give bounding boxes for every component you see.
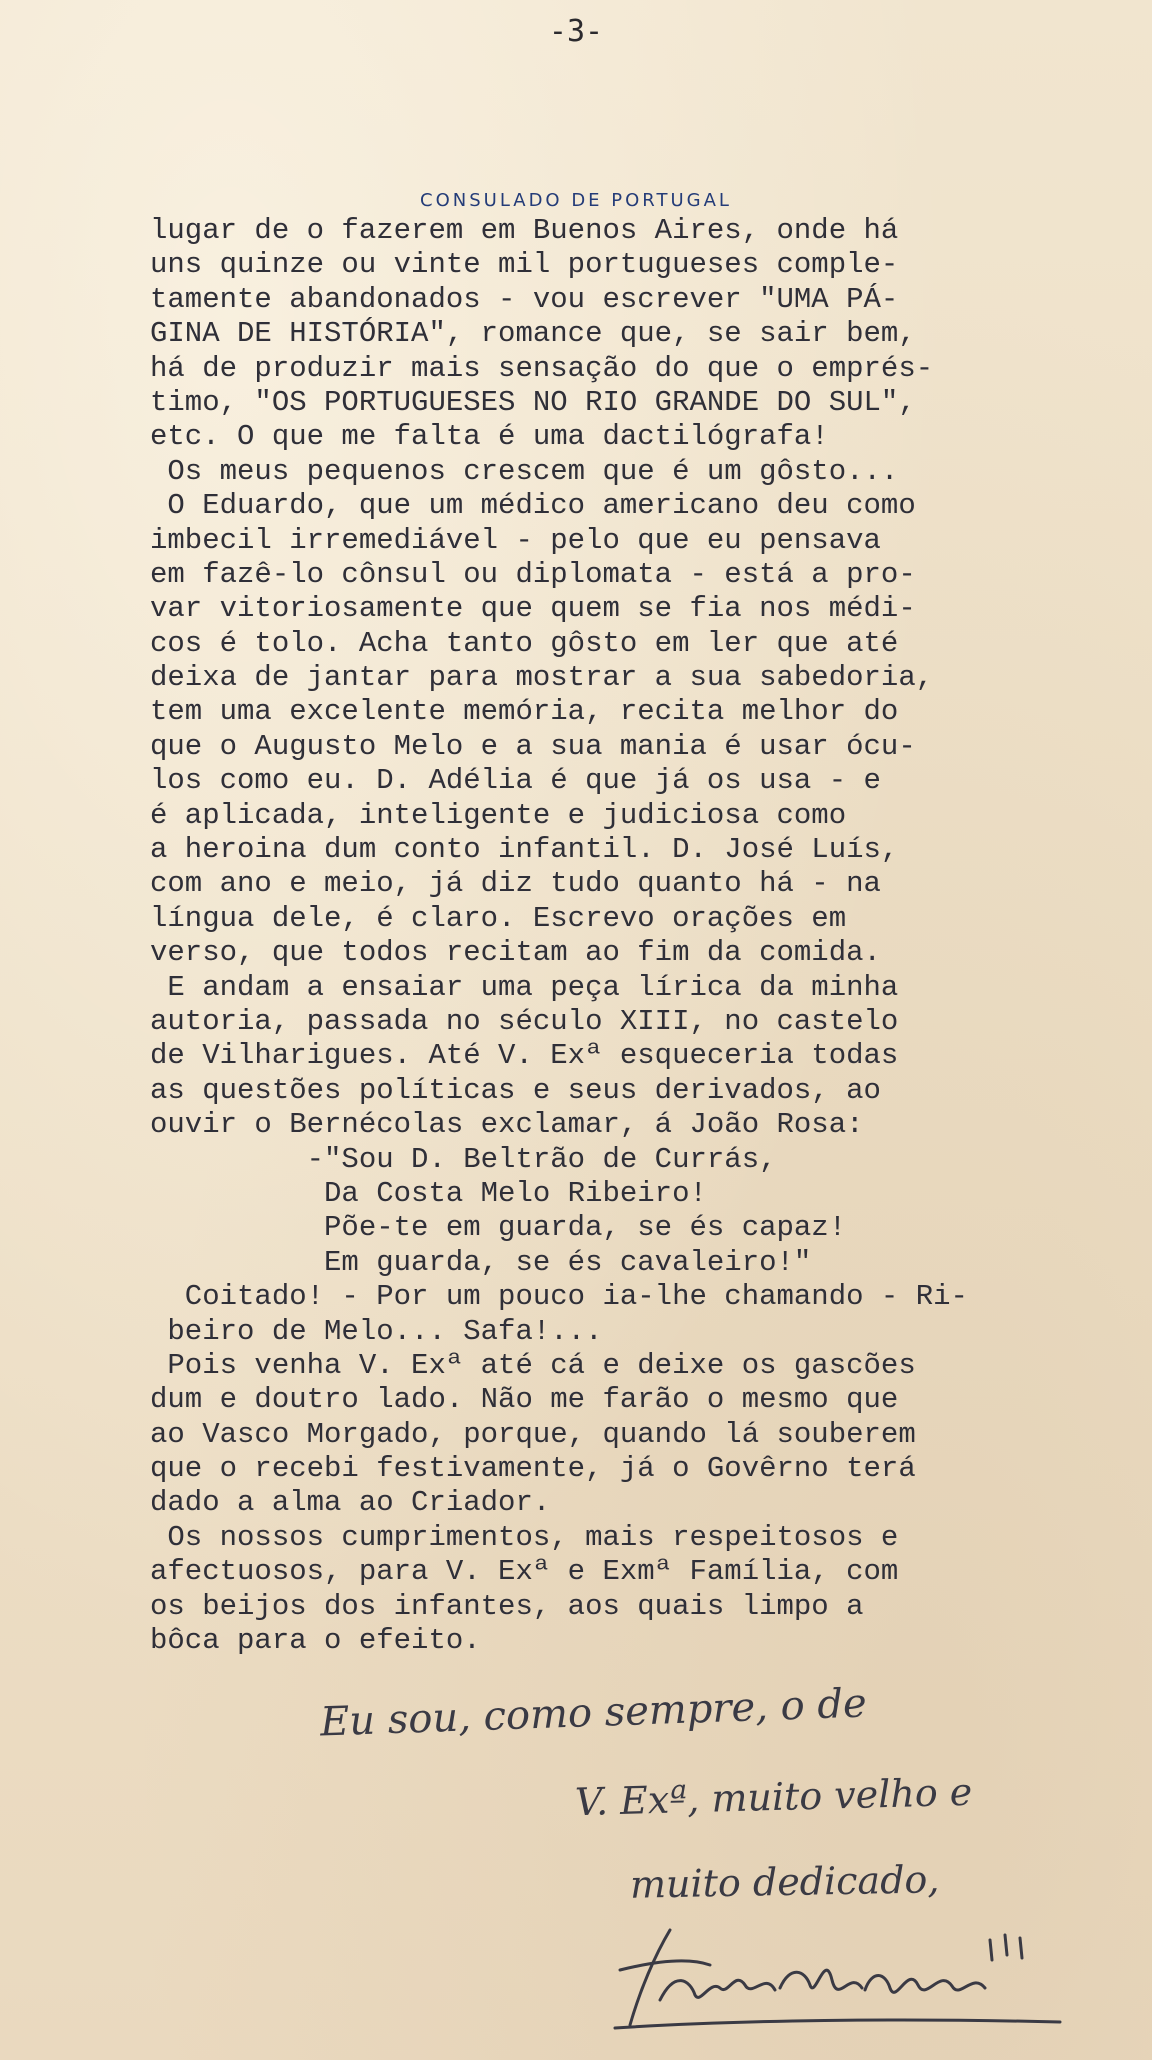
- body-line: é aplicada, inteligente e judiciosa como: [150, 798, 847, 832]
- body-line: que o Augusto Melo e a sua mania é usar ócu-: [150, 729, 916, 763]
- signature-block: [0, 1630, 1152, 2030]
- body-line: a heroina dum conto infantil. D. José Luís,: [150, 833, 899, 867]
- body-line: var vitoriosamente que quem se fia nos médi-: [150, 592, 916, 626]
- letterhead: CONSULADO DE PORTUGAL: [420, 190, 732, 211]
- body-line: cos é tolo. Acha tanto gôsto em ler que até: [150, 626, 899, 660]
- body-line: ouvir o Bernécolas exclamar, á João Rosa:: [150, 1108, 864, 1142]
- body-line: em fazê-lo cônsul ou diplomata - está a pro-: [150, 557, 916, 591]
- body-line: há de produzir mais sensação do que o emprés-: [150, 351, 934, 385]
- body-line: Pois venha V. Exª até cá e deixe os gascões: [150, 1348, 916, 1382]
- body-line: E andam a ensaiar uma peça lírica da minha: [150, 970, 899, 1004]
- body-line: ao Vasco Morgado, porque, quando lá souberem: [150, 1417, 916, 1451]
- body-line: bôca para o efeito.: [150, 1624, 481, 1658]
- closing-line-3: muito dedicado,: [629, 1857, 940, 1907]
- body-line: Os meus pequenos crescem que é um gôsto...: [150, 454, 899, 488]
- body-line: língua dele, é claro. Escrevo orações em: [150, 901, 847, 935]
- body-line: deixa de jantar para mostrar a sua sabedoria,: [150, 661, 934, 695]
- body-line: -"Sou D. Beltrão de Currás,: [150, 1142, 777, 1176]
- body-line: Põe-te em guarda, se és capaz!: [150, 1211, 847, 1245]
- body-line: O Eduardo, que um médico americano deu como: [150, 489, 916, 523]
- closing-line-2: V. Exª, muito velho e: [574, 1769, 973, 1825]
- body-line: que o recebi festivamente, já o Govêrno terá: [150, 1452, 916, 1486]
- body-line: as questões políticas e seus derivados, ao: [150, 1073, 881, 1107]
- body-line: tamente abandonados - vou escrever "UMA PÁ-: [150, 282, 899, 316]
- body-line: Em guarda, se és cavaleiro!": [150, 1245, 812, 1279]
- body-line: tem uma excelente memória, recita melhor do: [150, 695, 899, 729]
- body-line: Os nossos cumprimentos, mais respeitosos e: [150, 1520, 899, 1554]
- handwritten-signature: [600, 1910, 1080, 2040]
- body-line: beiro de Melo... Safa!...: [150, 1314, 603, 1348]
- letter-body: [150, 214, 1110, 1658]
- body-line: timo, "OS PORTUGUESES NO RIO GRANDE DO SUL",: [150, 385, 916, 419]
- body-line: Da Costa Melo Ribeiro!: [150, 1176, 707, 1210]
- body-line: afectuosos, para V. Exª e Exmª Família, com: [150, 1555, 899, 1589]
- body-line: verso, que todos recitam ao fim da comida.: [150, 936, 881, 970]
- body-line: Coitado! - Por um pouco ia-lhe chamando - Ri-: [150, 1280, 968, 1314]
- body-line: de Vilharigues. Até V. Exª esqueceria todas: [150, 1039, 899, 1073]
- body-line: uns quinze ou vinte mil portugueses comple-: [150, 248, 899, 282]
- page-number: -3-: [548, 14, 604, 49]
- closing-line-1: Eu sou, como sempre, o de: [319, 1680, 868, 1746]
- body-line: lugar de o fazerem em Buenos Aires, onde há: [150, 214, 899, 247]
- body-line: etc. O que me falta é uma dactilógrafa!: [150, 420, 829, 454]
- body-line: os beijos dos infantes, aos quais limpo a: [150, 1589, 864, 1623]
- body-line: autoria, passada no século XIII, no castelo: [150, 1004, 899, 1038]
- body-line: GINA DE HISTÓRIA", romance que, se sair bem,: [150, 317, 916, 351]
- body-line: los como eu. D. Adélia é que já os usa - e: [150, 764, 881, 798]
- body-line: dum e doutro lado. Não me farão o mesmo que: [150, 1383, 899, 1417]
- body-line: com ano e meio, já diz tudo quanto há - na: [150, 867, 881, 901]
- body-line: dado a alma ao Criador.: [150, 1486, 551, 1520]
- body-line: imbecil irremediável - pelo que eu pensava: [150, 523, 881, 557]
